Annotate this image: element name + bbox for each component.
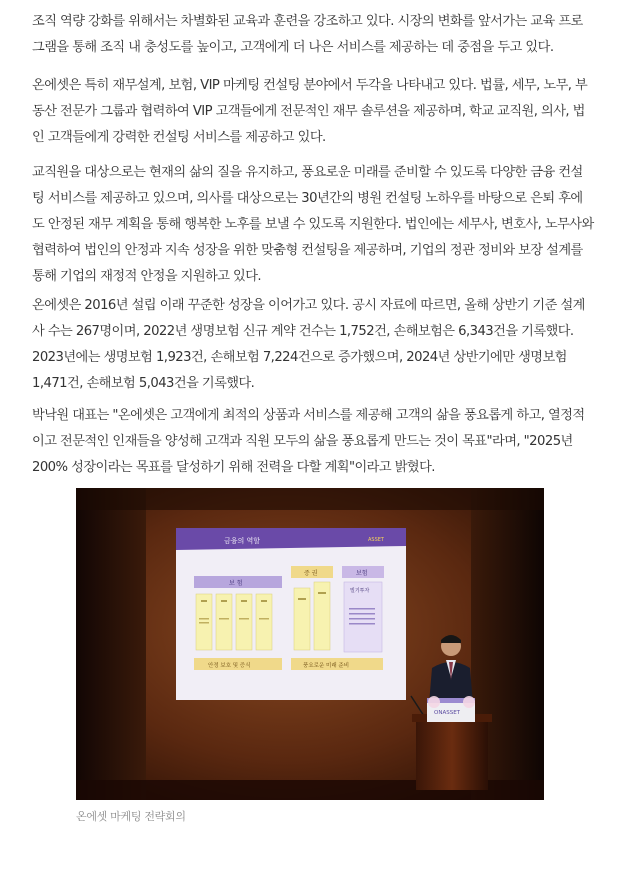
slide-logo: ASSET [368, 537, 384, 543]
podium-sign: ONASSET [434, 710, 461, 716]
slide-title: 금융의 역할 [224, 537, 261, 545]
article-paragraph: 교직원을 대상으로는 현재의 삶의 질을 유지하고, 풍요로운 미래를 준비할 수 있도록 다양한 금융 컨설팅 서비스를 제공하고 있으며, 의사를 대상으로는 30년간의 병원 컨설팅 노하우를 바탕으로 은퇴 후에도 안정된 재무 계획을 통해 행복한 노후를 보낼 수 있도록 지원한다. 법인에는 세무사, 변호사, 노무사와 협력하여 법인의 안정과 지속 성장을 위한 맞춤형 컨설팅을 제공하며, 기업의 정관 정비와 보장 설계를 통해 기업의 재정적 안정을 지원하고 있다. [32, 165, 594, 284]
article-photo [76, 488, 544, 800]
article-paragraph: 온에셋은 2016년 설립 이래 꾸준한 성장을 이어가고 있다. 공시 자료에 따르면, 올해 상반기 기준 설계사 수는 267명이며, 2022년 생명보험 신규 계약 건수는 1,752건, 손해보험은 6,343건을 기록했다. 2023년에는 생명보험 1,923건, 손해보험 7,224건으로 증가했으며, 2024년 상반기에만 생명보험 1,471건, 손해보험 5,043건을 기록했다. [32, 298, 585, 391]
article-paragraph: 조직 역량 강화를 위해서는 차별화된 교육과 훈련을 강조하고 있다. 시장의 변화를 앞서가는 교육 프로그램을 통해 조직 내 충성도를 높이고, 고객에게 더 나은 서비스를 제공하는 데 중점을 두고 있다. [32, 14, 583, 55]
slide-col1-label: 보 험 [229, 580, 243, 587]
article-paragraph: 박낙원 대표는 "온에셋은 고객에게 최적의 상품과 서비스를 제공해 고객의 삶을 풍요롭게 하고, 열정적이고 전문적인 인재들을 양성해 고객과 직원 모두의 삶을 풍요롭게 만드는 것이 목표"라며, "2025년 200% 성장이라는 목표를 달성하기 위해 전력을 다할 계획"이라고 밝혔다. [32, 408, 585, 475]
photo-caption: 온에셋 마케팅 전략회의 [76, 810, 186, 823]
left-curtain [76, 488, 146, 800]
slide-bar2: 풍요로운 미래 준비 [303, 663, 350, 669]
presentation-slide [176, 528, 406, 700]
slide-col3-label: 보험 [356, 570, 368, 577]
slide-bar1: 안정 보호 및 증식 [208, 663, 251, 669]
slide-col3-box: 빌기투자 [350, 588, 370, 594]
slide-col2-label: 증 권 [304, 570, 318, 577]
article-paragraph: 온에셋은 특히 재무설계, 보험, VIP 마케팅 컨설팅 분야에서 두각을 나타내고 있다. 법률, 세무, 노무, 부동산 전문가 그룹과 협력하여 VIP 고객들에게 전문적인 재무 솔루션을 제공하며, 학교 교직원, 의사, 법인 고객들에게 강력한 컨설팅 서비스를 제공하고 있다. [32, 78, 588, 145]
